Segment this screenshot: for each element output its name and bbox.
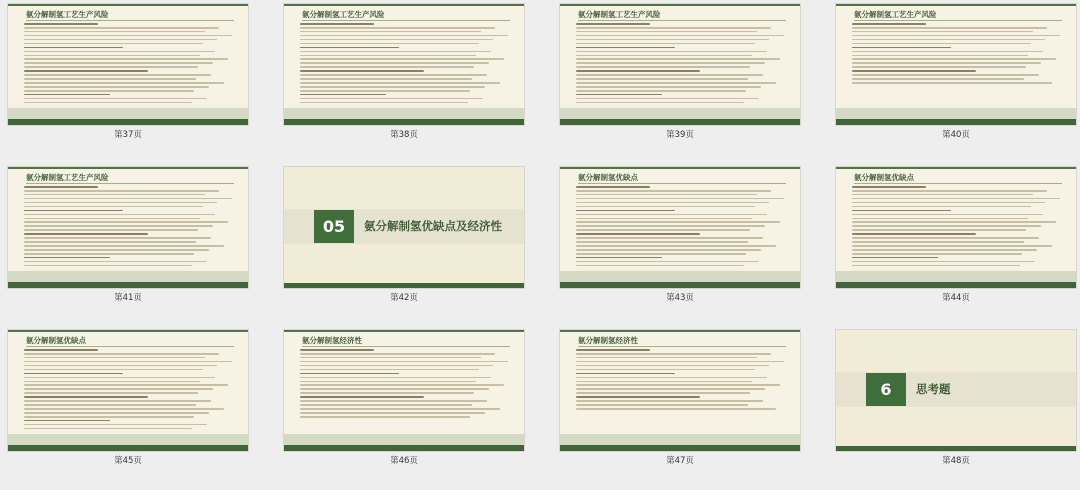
slide-thumb-46[interactable] xyxy=(284,330,524,467)
body-text-line xyxy=(300,86,485,88)
body-text-line xyxy=(24,361,232,363)
body-text-line xyxy=(576,237,763,239)
body-text-line xyxy=(24,420,110,422)
body-text-line xyxy=(300,384,504,386)
body-text-line xyxy=(576,74,763,76)
slide-body xyxy=(576,186,786,269)
section-title: 思考题 xyxy=(916,382,951,396)
body-text-line xyxy=(24,353,219,355)
body-text-line xyxy=(852,221,1056,223)
body-text-line xyxy=(852,249,1037,251)
body-text-line xyxy=(300,66,474,68)
body-text-line xyxy=(576,51,767,53)
body-text-line xyxy=(852,202,1045,204)
body-text-line xyxy=(24,221,228,223)
body-text-line xyxy=(24,373,123,375)
body-text-line xyxy=(576,261,759,263)
body-text-line xyxy=(24,249,209,251)
body-text-line xyxy=(300,82,500,84)
slide-page-label: 第38页 xyxy=(390,130,418,140)
body-text-line xyxy=(300,388,489,390)
body-text-line xyxy=(24,210,123,212)
slide-title: 氨分解制氢工艺生产风险 xyxy=(302,10,385,19)
slide-thumb-44[interactable] xyxy=(836,167,1076,304)
body-text-line xyxy=(852,190,1047,192)
body-text-line xyxy=(24,102,192,104)
body-text-line xyxy=(576,70,700,72)
slide-body xyxy=(300,23,510,106)
slide-page-label: 第44页 xyxy=(942,293,970,303)
body-text-line xyxy=(852,198,1060,200)
body-text-line xyxy=(300,27,495,29)
body-text-line xyxy=(576,388,765,390)
body-text-line xyxy=(24,55,200,57)
body-text-line xyxy=(300,70,424,72)
body-text-line xyxy=(852,70,976,72)
body-text-line xyxy=(24,194,205,196)
body-text-line xyxy=(852,194,1033,196)
body-text-line xyxy=(300,78,472,80)
body-text-line xyxy=(24,218,200,220)
body-text-line xyxy=(576,58,780,60)
body-text-line xyxy=(576,35,784,37)
body-text-line xyxy=(300,357,481,359)
body-text-line xyxy=(24,257,110,259)
body-text-line xyxy=(300,400,487,402)
body-text-line xyxy=(852,253,1022,255)
body-text-line xyxy=(576,381,752,383)
body-text-line xyxy=(852,265,1020,267)
body-text-line xyxy=(576,408,776,410)
body-text-line xyxy=(576,365,769,367)
section-title: 氨分解制氢优缺点及经济性 xyxy=(364,219,502,233)
body-text-line xyxy=(24,202,217,204)
body-text-line xyxy=(300,392,474,394)
body-text-line xyxy=(576,373,675,375)
body-text-line xyxy=(852,47,951,49)
body-text-line xyxy=(852,51,1043,53)
body-text-line xyxy=(300,23,374,25)
slide-title: 氨分解制氢优缺点 xyxy=(854,173,914,182)
slide-thumb-38[interactable] xyxy=(284,4,524,141)
body-text-line xyxy=(24,424,207,426)
body-text-line xyxy=(576,90,746,92)
body-text-line xyxy=(576,225,765,227)
slide-title: 氨分解制氢优缺点 xyxy=(26,336,86,345)
body-text-line xyxy=(576,233,700,235)
body-text-line xyxy=(300,361,508,363)
body-text-line xyxy=(576,98,759,100)
body-text-line xyxy=(576,396,700,398)
slide-thumb-45[interactable] xyxy=(8,330,248,467)
slide-thumb-37[interactable] xyxy=(8,4,248,141)
body-text-line xyxy=(300,31,481,33)
body-text-line xyxy=(576,214,767,216)
slide-page-label: 第42页 xyxy=(390,293,418,303)
body-text-line xyxy=(576,249,761,251)
slide-page-label: 第46页 xyxy=(390,456,418,466)
body-text-line xyxy=(24,70,148,72)
body-text-line xyxy=(576,206,755,208)
body-text-line xyxy=(576,353,771,355)
slide-page-label: 第48页 xyxy=(942,456,970,466)
slide-title: 氨分解制氢工艺生产风险 xyxy=(26,173,109,182)
slide-body xyxy=(24,349,234,432)
slide-title: 氨分解制氢工艺生产风险 xyxy=(854,10,937,19)
body-text-line xyxy=(300,373,399,375)
body-text-line xyxy=(300,408,500,410)
slide-sorter-grid xyxy=(8,4,1076,467)
body-text-line xyxy=(300,90,470,92)
body-text-line xyxy=(300,43,479,45)
body-text-line xyxy=(24,31,205,33)
slide-thumb-47[interactable] xyxy=(560,330,800,467)
body-text-line xyxy=(852,218,1028,220)
body-text-line xyxy=(24,78,196,80)
body-text-line xyxy=(24,233,148,235)
body-text-line xyxy=(24,98,207,100)
body-text-line xyxy=(576,82,776,84)
body-text-line xyxy=(852,27,1047,29)
body-text-line xyxy=(576,194,757,196)
slide-body xyxy=(852,23,1062,106)
body-text-line xyxy=(24,35,232,37)
body-text-line xyxy=(24,396,148,398)
body-text-line xyxy=(576,361,784,363)
slide-thumb-43[interactable] xyxy=(560,167,800,304)
body-text-line xyxy=(24,82,224,84)
body-text-line xyxy=(300,62,489,64)
slide-page-label: 第41页 xyxy=(114,293,142,303)
body-text-line xyxy=(24,229,198,231)
body-text-line xyxy=(300,365,493,367)
body-text-line xyxy=(576,39,769,41)
slide-page-label: 第37页 xyxy=(114,130,142,140)
slide-thumb-48[interactable] xyxy=(836,330,1076,467)
body-text-line xyxy=(300,55,476,57)
slide-page-label: 第45页 xyxy=(114,456,142,466)
body-text-line xyxy=(24,241,196,243)
slide-thumb-42[interactable] xyxy=(284,167,524,304)
body-text-line xyxy=(24,377,215,379)
body-text-line xyxy=(576,257,662,259)
slide-title: 氨分解制氢工艺生产风险 xyxy=(578,10,661,19)
body-text-line xyxy=(300,47,399,49)
body-text-line xyxy=(576,245,776,247)
body-text-line xyxy=(852,39,1045,41)
body-text-line xyxy=(24,365,217,367)
body-text-line xyxy=(576,210,675,212)
body-text-line xyxy=(24,237,211,239)
section-number: 05 xyxy=(314,210,354,243)
body-text-line xyxy=(576,349,650,351)
body-text-line xyxy=(300,396,424,398)
body-text-line xyxy=(24,357,205,359)
body-text-line xyxy=(24,214,215,216)
body-text-line xyxy=(576,392,750,394)
slide-title: 氨分解制氢经济性 xyxy=(578,336,638,345)
body-text-line xyxy=(852,58,1056,60)
body-text-line xyxy=(24,381,200,383)
body-text-line xyxy=(300,369,479,371)
body-text-line xyxy=(576,221,780,223)
body-text-line xyxy=(852,225,1041,227)
body-text-line xyxy=(576,47,675,49)
body-text-line xyxy=(24,428,192,430)
body-text-line xyxy=(24,388,213,390)
body-text-line xyxy=(24,245,224,247)
body-text-line xyxy=(24,51,215,53)
body-text-line xyxy=(24,225,213,227)
body-text-line xyxy=(852,206,1031,208)
body-text-line xyxy=(24,392,198,394)
slide-thumb-41[interactable] xyxy=(8,167,248,304)
body-text-line xyxy=(852,241,1024,243)
body-text-line xyxy=(576,94,662,96)
body-text-line xyxy=(852,66,1026,68)
body-text-line xyxy=(576,369,755,371)
body-text-line xyxy=(576,400,763,402)
body-text-line xyxy=(300,353,495,355)
body-text-line xyxy=(24,400,211,402)
slide-page-label: 第40页 xyxy=(942,130,970,140)
body-text-line xyxy=(576,241,748,243)
body-text-line xyxy=(24,349,98,351)
body-text-line xyxy=(24,265,192,267)
body-text-line xyxy=(576,86,761,88)
body-text-line xyxy=(24,190,219,192)
slide-title: 氨分解制氢经济性 xyxy=(302,336,362,345)
body-text-line xyxy=(576,66,750,68)
body-text-line xyxy=(24,62,213,64)
body-text-line xyxy=(24,369,203,371)
body-text-line xyxy=(300,94,386,96)
body-text-line xyxy=(576,102,744,104)
body-text-line xyxy=(300,51,491,53)
body-text-line xyxy=(300,98,483,100)
body-text-line xyxy=(852,214,1043,216)
body-text-line xyxy=(852,245,1052,247)
body-text-line xyxy=(852,23,926,25)
body-text-line xyxy=(852,35,1060,37)
slide-thumb-39[interactable] xyxy=(560,4,800,141)
body-text-line xyxy=(852,78,1024,80)
slide-body xyxy=(24,23,234,106)
slide-body xyxy=(576,349,786,432)
slide-body xyxy=(576,23,786,106)
body-text-line xyxy=(24,86,209,88)
body-text-line xyxy=(24,412,209,414)
body-text-line xyxy=(24,39,217,41)
body-text-line xyxy=(852,74,1039,76)
body-text-line xyxy=(24,27,219,29)
body-text-line xyxy=(576,23,650,25)
body-text-line xyxy=(852,233,976,235)
body-text-line xyxy=(852,210,951,212)
body-text-line xyxy=(24,253,194,255)
body-text-line xyxy=(300,74,487,76)
body-text-line xyxy=(24,90,194,92)
slide-page-label: 第39页 xyxy=(666,130,694,140)
body-text-line xyxy=(576,404,748,406)
body-text-line xyxy=(24,47,123,49)
body-text-line xyxy=(24,206,203,208)
slide-body xyxy=(852,186,1062,269)
body-text-line xyxy=(576,202,769,204)
body-text-line xyxy=(300,58,504,60)
body-text-line xyxy=(300,39,493,41)
body-text-line xyxy=(300,377,491,379)
body-text-line xyxy=(24,23,98,25)
body-text-line xyxy=(852,257,938,259)
body-text-line xyxy=(576,27,771,29)
body-text-line xyxy=(300,381,476,383)
slide-title: 氨分解制氢工艺生产风险 xyxy=(26,10,109,19)
body-text-line xyxy=(300,35,508,37)
body-text-line xyxy=(852,43,1031,45)
body-text-line xyxy=(576,186,650,188)
body-text-line xyxy=(576,198,784,200)
body-text-line xyxy=(24,404,196,406)
body-text-line xyxy=(300,416,470,418)
body-text-line xyxy=(24,408,224,410)
body-text-line xyxy=(24,198,232,200)
body-text-line xyxy=(576,78,748,80)
body-text-line xyxy=(24,66,198,68)
body-text-line xyxy=(576,62,765,64)
slide-thumb-40[interactable] xyxy=(836,4,1076,141)
body-text-line xyxy=(852,31,1033,33)
body-text-line xyxy=(576,190,771,192)
slide-body xyxy=(24,186,234,269)
body-text-line xyxy=(576,357,757,359)
body-text-line xyxy=(576,265,744,267)
body-text-line xyxy=(576,384,780,386)
body-text-line xyxy=(24,384,228,386)
body-text-line xyxy=(852,62,1041,64)
body-text-line xyxy=(576,43,755,45)
body-text-line xyxy=(24,186,98,188)
body-text-line xyxy=(300,349,374,351)
body-text-line xyxy=(300,404,472,406)
body-text-line xyxy=(576,253,746,255)
slide-title: 氨分解制氢优缺点 xyxy=(578,173,638,182)
body-text-line xyxy=(24,94,110,96)
body-text-line xyxy=(24,43,203,45)
body-text-line xyxy=(24,74,211,76)
body-text-line xyxy=(24,261,207,263)
body-text-line xyxy=(576,218,752,220)
slide-page-label: 第43页 xyxy=(666,293,694,303)
body-text-line xyxy=(576,229,750,231)
body-text-line xyxy=(300,102,468,104)
slide-page-label: 第47页 xyxy=(666,456,694,466)
body-text-line xyxy=(576,55,752,57)
section-number: 6 xyxy=(866,373,906,406)
slide-body xyxy=(300,349,510,432)
body-text-line xyxy=(24,416,194,418)
body-text-line xyxy=(852,261,1035,263)
body-text-line xyxy=(576,377,767,379)
body-text-line xyxy=(576,31,757,33)
body-text-line xyxy=(852,82,1052,84)
body-text-line xyxy=(852,55,1028,57)
body-text-line xyxy=(24,58,228,60)
body-text-line xyxy=(852,237,1039,239)
body-text-line xyxy=(852,229,1026,231)
body-text-line xyxy=(300,412,485,414)
body-text-line xyxy=(852,186,926,188)
